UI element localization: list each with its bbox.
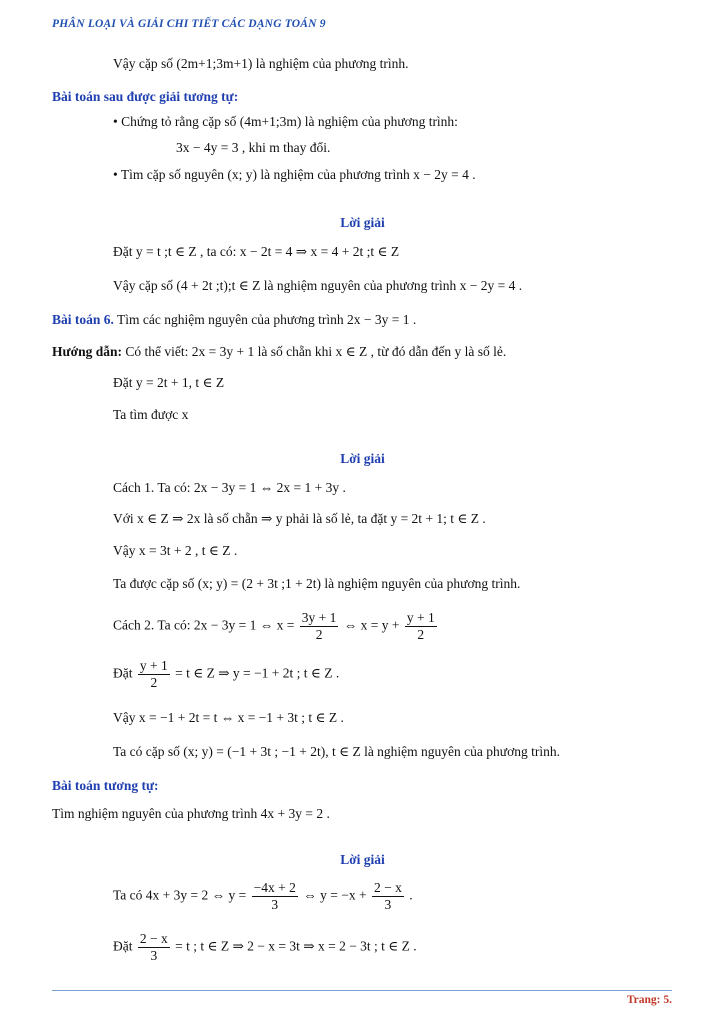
text-line: Vậy cặp số (2m+1;3m+1) là nghiệm của phương trình.	[113, 56, 409, 71]
text-line: Vậy cặp số (4 + 2t ;t);t ∈ Z là nghiệm nguyên của phương trình x − 2y = 4 .	[113, 278, 523, 293]
numerator: y + 1	[406, 610, 435, 625]
numerator: 2 − x	[139, 931, 168, 946]
solution-heading: Lời giải	[340, 451, 385, 466]
formula-text: = t ; t ∈ Z ⇒ 2 − x = 3t ⇒ x = 2 − 3t ; t ∈ Z .	[171, 938, 417, 954]
text-line: Đặt y = 2t + 1, t ∈ Z	[113, 375, 225, 390]
formula-text: ⇔ x = y +	[340, 617, 403, 633]
text-line: 3x − 4y = 3 , khi m thay đổi.	[176, 140, 331, 155]
formula-line	[113, 931, 417, 964]
text-line: Tìm nghiệm nguyên của phương trình 4x + 3y = 2 .	[52, 806, 330, 821]
formula-text: Đặt	[113, 665, 136, 681]
numerator: y + 1	[139, 658, 168, 673]
formula-line	[113, 658, 339, 691]
formula-text: Ta có 4x + 3y = 2 ⇔ y =	[113, 887, 250, 903]
bullet-item: • Tìm cặp số nguyên (x; y) là nghiệm của phương trình x − 2y = 4 .	[113, 167, 476, 182]
text-line: Đặt y = t ;t ∈ Z , ta có: x − 2t = 4 ⇒ x = 4 + 2t ;t ∈ Z	[113, 244, 400, 259]
denominator: 3	[150, 948, 158, 963]
formula-line	[113, 880, 413, 913]
text-line: Ta có cặp số (x; y) = (−1 + 3t ; −1 + 2t), t ∈ Z là nghiệm nguyên của phương trình.	[113, 744, 560, 759]
formula-text: ⇔ y = −x +	[299, 887, 370, 903]
fraction	[138, 931, 170, 964]
text-line: Với x ∈ Z ⇒ 2x là số chẵn ⇒ y phải là số lẻ, ta đặt y = 2t + 1; t ∈ Z .	[113, 511, 486, 526]
solution-heading: Lời giải	[340, 852, 385, 867]
hint-label: Hướng dẫn:	[52, 344, 122, 359]
denominator: 3	[271, 897, 279, 912]
hint-line	[52, 343, 506, 361]
fraction	[300, 610, 339, 643]
problem-6	[52, 311, 416, 329]
formula-text: Đặt	[113, 938, 136, 954]
problem-text: Tìm các nghiệm nguyên của phương trình 2x − 3y = 1 .	[113, 312, 417, 327]
footer-divider	[52, 990, 672, 991]
bullet-text: Tìm cặp số nguyên (x; y) là nghiệm của phương trình x − 2y = 4 .	[120, 167, 476, 182]
fraction	[138, 658, 170, 691]
formula-line	[113, 610, 439, 643]
denominator: 2	[150, 675, 158, 690]
page-header-title: PHÂN LOẠI VÀ GIẢI CHI TIẾT CÁC DẠNG TOÁN 9	[52, 18, 326, 30]
section-heading: Bài toán tương tự:	[52, 778, 159, 793]
numerator: 3y + 1	[301, 610, 337, 625]
denominator: 2	[417, 627, 425, 642]
solution-heading: Lời giải	[340, 215, 385, 230]
section-heading: Bài toán sau được giải tương tự:	[52, 89, 239, 104]
fraction	[252, 880, 298, 913]
text-line: Ta được cặp số (x; y) = (2 + 3t ;1 + 2t) là nghiệm nguyên của phương trình.	[113, 576, 521, 591]
text-line: Cách 1. Ta có: 2x − 3y = 1 ⇔ 2x = 1 + 3y .	[113, 480, 346, 495]
formula-text: = t ∈ Z ⇒ y = −1 + 2t ; t ∈ Z .	[171, 665, 340, 681]
numerator: 2 − x	[373, 880, 402, 895]
text-line: Vậy x = −1 + 2t = t ⇔ x = −1 + 3t ; t ∈ Z .	[113, 710, 344, 725]
formula-text: .	[405, 887, 413, 903]
fraction	[372, 880, 404, 913]
hint-text: Có thể viết: 2x = 3y + 1 là số chẵn khi x ∈ Z , từ đó dẫn đến y là số lẻ.	[121, 344, 507, 359]
bullet-item: • Chứng tỏ rằng cặp số (4m+1;3m) là nghiệm của phương trình:	[113, 114, 458, 129]
formula-text: Cách 2. Ta có: 2x − 3y = 1 ⇔ x =	[113, 617, 298, 633]
denominator: 3	[384, 897, 392, 912]
text-line: Ta tìm được x	[113, 407, 189, 422]
bullet-text: Chứng tỏ rằng cặp số (4m+1;3m) là nghiệm của phương trình:	[121, 114, 458, 129]
text-line: Vậy x = 3t + 2 , t ∈ Z .	[113, 543, 238, 558]
page-number: Trang: 5.	[626, 994, 672, 1006]
problem-label: Bài toán 6.	[52, 312, 114, 327]
denominator: 2	[315, 627, 323, 642]
numerator: −4x + 2	[253, 880, 296, 895]
fraction	[405, 610, 437, 643]
